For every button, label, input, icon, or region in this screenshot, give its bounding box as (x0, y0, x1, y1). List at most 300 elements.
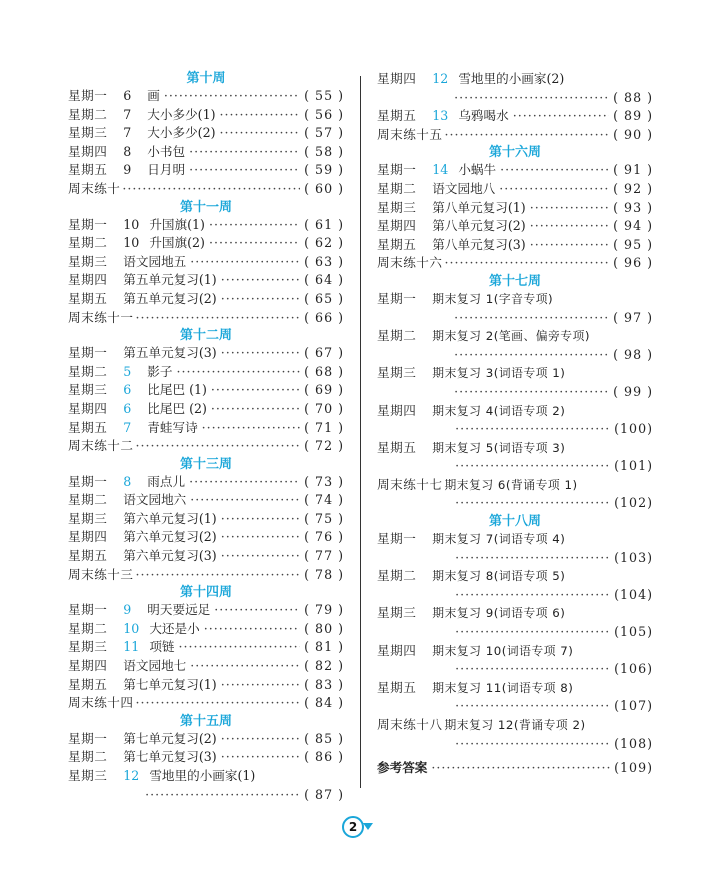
entry-title: 大还是小 (149, 620, 200, 636)
leader-dots (431, 759, 610, 778)
entry-title: 第八单元复习(2) (432, 218, 526, 234)
toc-entry[interactable] (68, 694, 344, 713)
entry-day: 星期五 (68, 162, 108, 178)
page-ref: ( 96 ) (613, 255, 653, 271)
toc-right-column (377, 70, 653, 778)
page-ref: ( 76 ) (304, 529, 344, 545)
leader-dots (204, 620, 300, 639)
toc-entry[interactable] (377, 604, 653, 623)
toc-entry[interactable] (377, 107, 653, 126)
toc-entry[interactable] (68, 180, 344, 199)
entry-title: 大小多少(2) (147, 125, 216, 141)
leader-dots (221, 344, 300, 363)
page-ref: ( 94 ) (613, 218, 653, 234)
toc-entry[interactable] (68, 638, 344, 657)
page-ref: ( 60 ) (304, 180, 344, 196)
entry-day: 周末练十七 (377, 476, 443, 492)
toc-entry[interactable] (68, 400, 344, 419)
lesson-number: 11 (123, 639, 140, 655)
toc-entry-continuation[interactable] (377, 549, 653, 568)
entry-title: 影子 (147, 363, 173, 379)
toc-entry-continuation[interactable] (377, 735, 653, 754)
lesson-number: 8 (123, 473, 132, 489)
leader-dots (164, 87, 300, 106)
entry-title: 小书包 (147, 143, 186, 159)
page-ref: ( 91 ) (613, 162, 653, 178)
answers-entry[interactable] (377, 759, 653, 778)
entry-title: 升国旗(2) (149, 235, 205, 251)
entry-day: 星期五 (377, 236, 417, 252)
page-ref: (105) (614, 624, 653, 640)
toc-entry[interactable] (377, 236, 653, 255)
toc-entry[interactable] (377, 217, 653, 236)
leader-dots (221, 547, 300, 566)
toc-entry[interactable] (68, 363, 344, 382)
page-ref: ( 68 ) (304, 363, 344, 379)
page-ref: ( 64 ) (304, 272, 344, 288)
page-ref: ( 77 ) (304, 548, 344, 564)
leader-dots (221, 676, 300, 695)
lesson-number: 14 (432, 162, 449, 178)
toc-entry[interactable] (68, 510, 344, 529)
toc-entry[interactable] (68, 143, 344, 162)
week-heading: 第十五周 (179, 713, 232, 729)
entry-title: 雪地里的小画家(2) (458, 71, 565, 86)
toc-entry-continuation[interactable] (377, 89, 653, 108)
toc-entry[interactable] (68, 767, 344, 786)
leader-dots (455, 494, 610, 513)
leader-dots (220, 124, 301, 143)
toc-entry[interactable] (377, 530, 653, 549)
toc-entry[interactable] (377, 199, 653, 218)
toc-entry[interactable] (68, 419, 344, 438)
week-heading: 第十八周 (488, 514, 541, 530)
leader-dots (214, 601, 300, 620)
week-heading: 第十七周 (488, 273, 541, 289)
page-ref: ( 59 ) (304, 162, 344, 178)
lesson-number: 9 (123, 602, 132, 618)
leader-dots (179, 638, 301, 657)
entry-title: 期末复习 11(词语专项 8) (432, 680, 574, 695)
entry-day: 星期五 (68, 548, 108, 564)
toc-entry[interactable] (68, 491, 344, 510)
entry-title: 升国旗(1) (149, 216, 205, 232)
toc-entry[interactable] (377, 364, 653, 383)
toc-entry[interactable] (377, 254, 653, 273)
week-heading: 第十二周 (179, 328, 232, 344)
leader-dots (513, 107, 609, 126)
entry-title: 明天要远足 (147, 602, 211, 618)
page-ref: (101) (614, 458, 653, 474)
toc-entry[interactable] (68, 309, 344, 328)
toc-entry[interactable] (68, 344, 344, 363)
lesson-number: 7 (123, 125, 132, 141)
page-ref: ( 84 ) (304, 695, 344, 711)
entry-day: 星期五 (377, 108, 417, 124)
entry-title: 乌鸦喝水 (458, 108, 509, 124)
leader-dots (202, 419, 300, 438)
entry-day: 星期一 (377, 162, 417, 178)
toc-entry[interactable] (68, 437, 344, 456)
toc-entry[interactable] (377, 70, 653, 89)
leader-dots (211, 381, 300, 400)
entry-title: 第六单元复习(2) (123, 529, 217, 545)
entry-title: 项链 (149, 639, 175, 655)
leader-dots (499, 180, 609, 199)
lesson-number: 10 (123, 216, 140, 232)
lesson-number: 7 (123, 106, 132, 122)
page-ref: ( 83 ) (304, 676, 344, 692)
leader-dots (135, 566, 300, 585)
page-ref: (108) (614, 735, 653, 751)
entry-day: 星期二 (68, 492, 108, 508)
lesson-number: 6 (123, 400, 132, 416)
toc-entry[interactable] (68, 216, 344, 235)
page-ref: (104) (614, 586, 653, 602)
page-ref: ( 92 ) (613, 180, 653, 196)
entry-title: 期末复习 12(背诵专项 2) (444, 718, 586, 732)
entry-day: 星期三 (68, 639, 108, 655)
entry-title: 期末复习 5(词语专项 3) (432, 440, 566, 455)
entry-title: 第七单元复习(2) (123, 730, 217, 746)
lesson-number: 13 (432, 108, 449, 124)
entry-day: 星期五 (68, 676, 108, 692)
page-number-badge (342, 816, 378, 840)
entry-day: 星期四 (377, 402, 417, 418)
lesson-number: 8 (123, 143, 132, 159)
toc-entry-continuation[interactable] (377, 346, 653, 365)
page-ref: ( 57 ) (304, 125, 344, 141)
entry-title: 比尾巴 (1) (147, 382, 207, 398)
toc-left-column (68, 70, 344, 804)
entry-title: 期末复习 9(词语专项 6) (432, 606, 566, 621)
leader-dots (122, 180, 300, 199)
toc-entry[interactable] (377, 679, 653, 698)
page-ref: ( 79 ) (304, 602, 344, 618)
page-ref: ( 78 ) (304, 566, 344, 582)
entry-title: 第五单元复习(3) (123, 345, 217, 361)
page-ref: ( 58 ) (304, 143, 344, 159)
entry-title: 语文园地八 (432, 180, 496, 196)
toc-entry[interactable] (377, 439, 653, 458)
toc-entry[interactable] (68, 124, 344, 143)
page-ref: ( 67 ) (304, 345, 344, 361)
entry-day: 星期四 (68, 658, 108, 674)
page-ref: ( 61 ) (304, 216, 344, 232)
page-ref: (102) (614, 495, 653, 511)
page-ref: (103) (614, 549, 653, 565)
leader-dots (221, 271, 300, 290)
leader-dots (455, 457, 610, 476)
entry-title: 语文园地六 (123, 492, 187, 508)
entry-title: 期末复习 10(词语专项 7) (432, 643, 574, 658)
leader-dots (221, 290, 300, 309)
entry-day: 周末练十三 (68, 566, 134, 582)
entry-day: 星期二 (68, 106, 108, 122)
leader-dots (221, 528, 300, 547)
entry-title: 青蛙写诗 (147, 419, 198, 435)
entry-title: 期末复习 1(字音专项) (432, 291, 554, 306)
entry-day: 星期五 (68, 290, 108, 306)
page-ref: (107) (614, 698, 653, 714)
toc-entry[interactable] (377, 642, 653, 661)
arrow-down-icon (363, 823, 373, 830)
leader-dots (454, 89, 609, 108)
toc-entry[interactable] (377, 476, 653, 495)
lesson-number: 12 (432, 71, 449, 86)
page-ref: (106) (614, 661, 653, 677)
toc-entry[interactable] (68, 730, 344, 749)
entry-title: 大小多少(1) (147, 106, 216, 122)
page-ref: ( 95 ) (613, 236, 653, 252)
toc-entry[interactable] (377, 180, 653, 199)
entry-title: 期末复习 2(笔画、偏旁专项) (432, 329, 591, 344)
entry-day: 周末练十五 (377, 126, 443, 142)
entry-day: 周末练十 (68, 180, 121, 196)
toc-entry[interactable] (68, 106, 344, 125)
lesson-number: 5 (123, 363, 132, 379)
page-ref: ( 74 ) (304, 492, 344, 508)
week-heading: 第十一周 (179, 199, 232, 215)
lesson-number: 10 (123, 620, 140, 636)
page-ref: ( 99 ) (613, 383, 653, 399)
page-ref: ( 90 ) (613, 126, 653, 142)
page-ref: ( 86 ) (304, 749, 344, 765)
toc-entry-continuation[interactable] (377, 309, 653, 328)
page-ref: ( 89 ) (613, 108, 653, 124)
lesson-number: 6 (123, 382, 132, 398)
entry-title: 语文园地七 (123, 658, 187, 674)
entry-day: 星期三 (68, 382, 108, 398)
toc-entry-continuation[interactable] (377, 660, 653, 679)
page-ref: ( 73 ) (304, 473, 344, 489)
page-ref: ( 69 ) (304, 382, 344, 398)
entry-day: 星期二 (68, 363, 108, 379)
page-ref: ( 62 ) (304, 235, 344, 251)
entry-day: 星期二 (68, 749, 108, 765)
toc-entry[interactable] (68, 620, 344, 639)
toc-entry[interactable] (377, 716, 653, 735)
entry-title: 第八单元复习(1) (432, 199, 526, 215)
entry-day: 星期五 (377, 439, 417, 455)
toc-entry[interactable] (68, 381, 344, 400)
leader-dots (220, 106, 301, 125)
leader-dots (189, 161, 300, 180)
page-ref: ( 85 ) (304, 730, 344, 746)
page-ref: (100) (614, 421, 653, 437)
toc-entry[interactable] (377, 567, 653, 586)
entry-day: 星期四 (68, 143, 108, 159)
entry-title: 日月明 (147, 162, 186, 178)
toc-entry[interactable] (68, 657, 344, 676)
page-ref: ( 80 ) (304, 620, 344, 636)
leader-dots (135, 309, 300, 328)
entry-day: 星期四 (68, 400, 108, 416)
entry-title: 期末复习 4(词语专项 2) (432, 403, 566, 418)
leader-dots (455, 697, 610, 716)
entry-day: 星期三 (377, 199, 417, 215)
toc-entry-continuation[interactable] (377, 586, 653, 605)
entry-day: 星期四 (68, 272, 108, 288)
toc-entry[interactable] (68, 253, 344, 272)
week-heading: 第十周 (186, 71, 226, 86)
toc-entry[interactable] (377, 290, 653, 309)
entry-title: 第七单元复习(3) (123, 749, 217, 765)
entry-day: 星期一 (68, 602, 108, 618)
lesson-number: 7 (123, 419, 132, 435)
entry-title: 第八单元复习(3) (432, 236, 526, 252)
toc-entry[interactable] (68, 566, 344, 585)
page-ref: ( 87 ) (304, 786, 344, 802)
entry-day: 星期一 (68, 473, 108, 489)
page-ref: ( 97 ) (613, 309, 653, 325)
leader-dots (221, 510, 300, 529)
entry-day: 星期三 (377, 605, 417, 621)
entry-title: 期末复习 8(词语专项 5) (432, 569, 566, 584)
entry-title: 第七单元复习(1) (123, 676, 217, 692)
leader-dots (221, 730, 300, 749)
leader-dots (189, 473, 300, 492)
page-ref: ( 56 ) (304, 106, 344, 122)
toc-entry[interactable] (68, 676, 344, 695)
leader-dots (135, 694, 300, 713)
leader-dots (455, 586, 610, 605)
page-ref: ( 71 ) (304, 419, 344, 435)
toc-entry[interactable] (68, 601, 344, 620)
toc-entry[interactable] (68, 161, 344, 180)
page-ref: ( 98 ) (613, 346, 653, 362)
leader-dots (209, 234, 300, 253)
entry-day: 星期一 (68, 345, 108, 361)
entry-day: 星期三 (68, 125, 108, 141)
answers-title: 参考答案 (377, 760, 428, 776)
entry-day: 周末练十一 (68, 309, 134, 325)
entry-title: 第六单元复习(1) (123, 510, 217, 526)
toc-entry[interactable] (377, 327, 653, 346)
leader-dots (455, 623, 610, 642)
column-divider (360, 76, 361, 788)
toc-entry-continuation[interactable] (377, 420, 653, 439)
entry-day: 星期一 (377, 531, 417, 547)
leader-dots (444, 254, 609, 273)
page-ref: ( 81 ) (304, 639, 344, 655)
entry-day: 星期四 (377, 218, 417, 234)
toc-entry[interactable] (377, 161, 653, 180)
entry-day: 星期二 (68, 235, 108, 251)
entry-day: 星期三 (68, 510, 108, 526)
entry-title: 期末复习 6(背诵专项 1) (444, 477, 578, 492)
entry-day: 星期二 (377, 328, 417, 344)
toc-entry-continuation[interactable] (68, 786, 344, 805)
page-ref: (109) (614, 760, 653, 776)
toc-entry[interactable] (377, 402, 653, 421)
entry-day: 星期一 (68, 216, 108, 232)
entry-day: 星期三 (68, 768, 108, 783)
leader-dots (176, 363, 300, 382)
leader-dots (455, 420, 610, 439)
toc-entry[interactable] (68, 87, 344, 106)
page-ref: ( 70 ) (304, 400, 344, 416)
leader-dots (209, 216, 300, 235)
entry-day: 星期四 (377, 71, 417, 86)
leader-dots (444, 126, 609, 145)
week-heading: 第十六周 (488, 145, 541, 161)
leader-dots (530, 217, 609, 236)
entry-day: 星期二 (68, 620, 108, 636)
leader-dots (145, 786, 300, 805)
toc-entry[interactable] (68, 547, 344, 566)
entry-day: 星期二 (377, 568, 417, 584)
leader-dots (530, 199, 609, 218)
leader-dots (454, 309, 609, 328)
entry-title: 期末复习 7(词语专项 4) (432, 532, 566, 547)
lesson-number: 6 (123, 88, 132, 103)
entry-day: 星期一 (377, 290, 417, 306)
toc-entry-continuation[interactable] (377, 457, 653, 476)
page-ref: ( 93 ) (613, 199, 653, 215)
toc-entry[interactable] (68, 234, 344, 253)
entry-day: 星期三 (68, 253, 108, 269)
entry-title: 画 (147, 88, 160, 103)
entry-day: 星期五 (377, 679, 417, 695)
week-heading: 第十四周 (179, 585, 232, 601)
leader-dots (455, 549, 610, 568)
page-ref: ( 75 ) (304, 510, 344, 526)
leader-dots (500, 161, 609, 180)
entry-title: 期末复习 3(词语专项 1) (432, 366, 566, 381)
leader-dots (221, 748, 300, 767)
page-ref: ( 55 ) (304, 88, 344, 103)
leader-dots (190, 657, 300, 676)
page-ref: ( 66 ) (304, 309, 344, 325)
toc-entry-continuation[interactable] (377, 697, 653, 716)
leader-dots (454, 383, 609, 402)
toc-entry[interactable] (68, 473, 344, 492)
toc-entry[interactable] (68, 528, 344, 547)
entry-day: 星期二 (377, 180, 417, 196)
toc-entry-continuation[interactable] (377, 383, 653, 402)
toc-entry-continuation[interactable] (377, 623, 653, 642)
entry-title: 雪地里的小画家(1) (149, 768, 256, 783)
leader-dots (189, 143, 300, 162)
entry-title: 语文园地五 (123, 253, 187, 269)
week-heading: 第十三周 (179, 456, 232, 472)
leader-dots (455, 735, 610, 754)
entry-day: 星期四 (377, 642, 417, 658)
entry-title: 比尾巴 (2) (147, 400, 207, 416)
toc-entry[interactable] (68, 271, 344, 290)
entry-title: 第六单元复习(3) (123, 548, 217, 564)
entry-day: 周末练十二 (68, 438, 134, 454)
entry-day: 星期三 (377, 365, 417, 381)
entry-day: 周末练十四 (68, 695, 134, 711)
leader-dots (190, 253, 300, 272)
page-ref: ( 65 ) (304, 290, 344, 306)
entry-title: 第五单元复习(2) (123, 290, 217, 306)
page-ref: ( 72 ) (304, 438, 344, 454)
page-ref: ( 63 ) (304, 253, 344, 269)
lesson-number: 10 (123, 235, 140, 251)
toc-entry[interactable] (68, 290, 344, 309)
toc-entry[interactable] (377, 126, 653, 145)
entry-title: 雨点儿 (147, 473, 186, 489)
leader-dots (455, 660, 610, 679)
entry-day: 周末练十八 (377, 717, 443, 732)
toc-entry-continuation[interactable] (377, 494, 653, 513)
toc-entry[interactable] (68, 748, 344, 767)
leader-dots (454, 346, 609, 365)
entry-title: 第五单元复习(1) (123, 272, 217, 288)
